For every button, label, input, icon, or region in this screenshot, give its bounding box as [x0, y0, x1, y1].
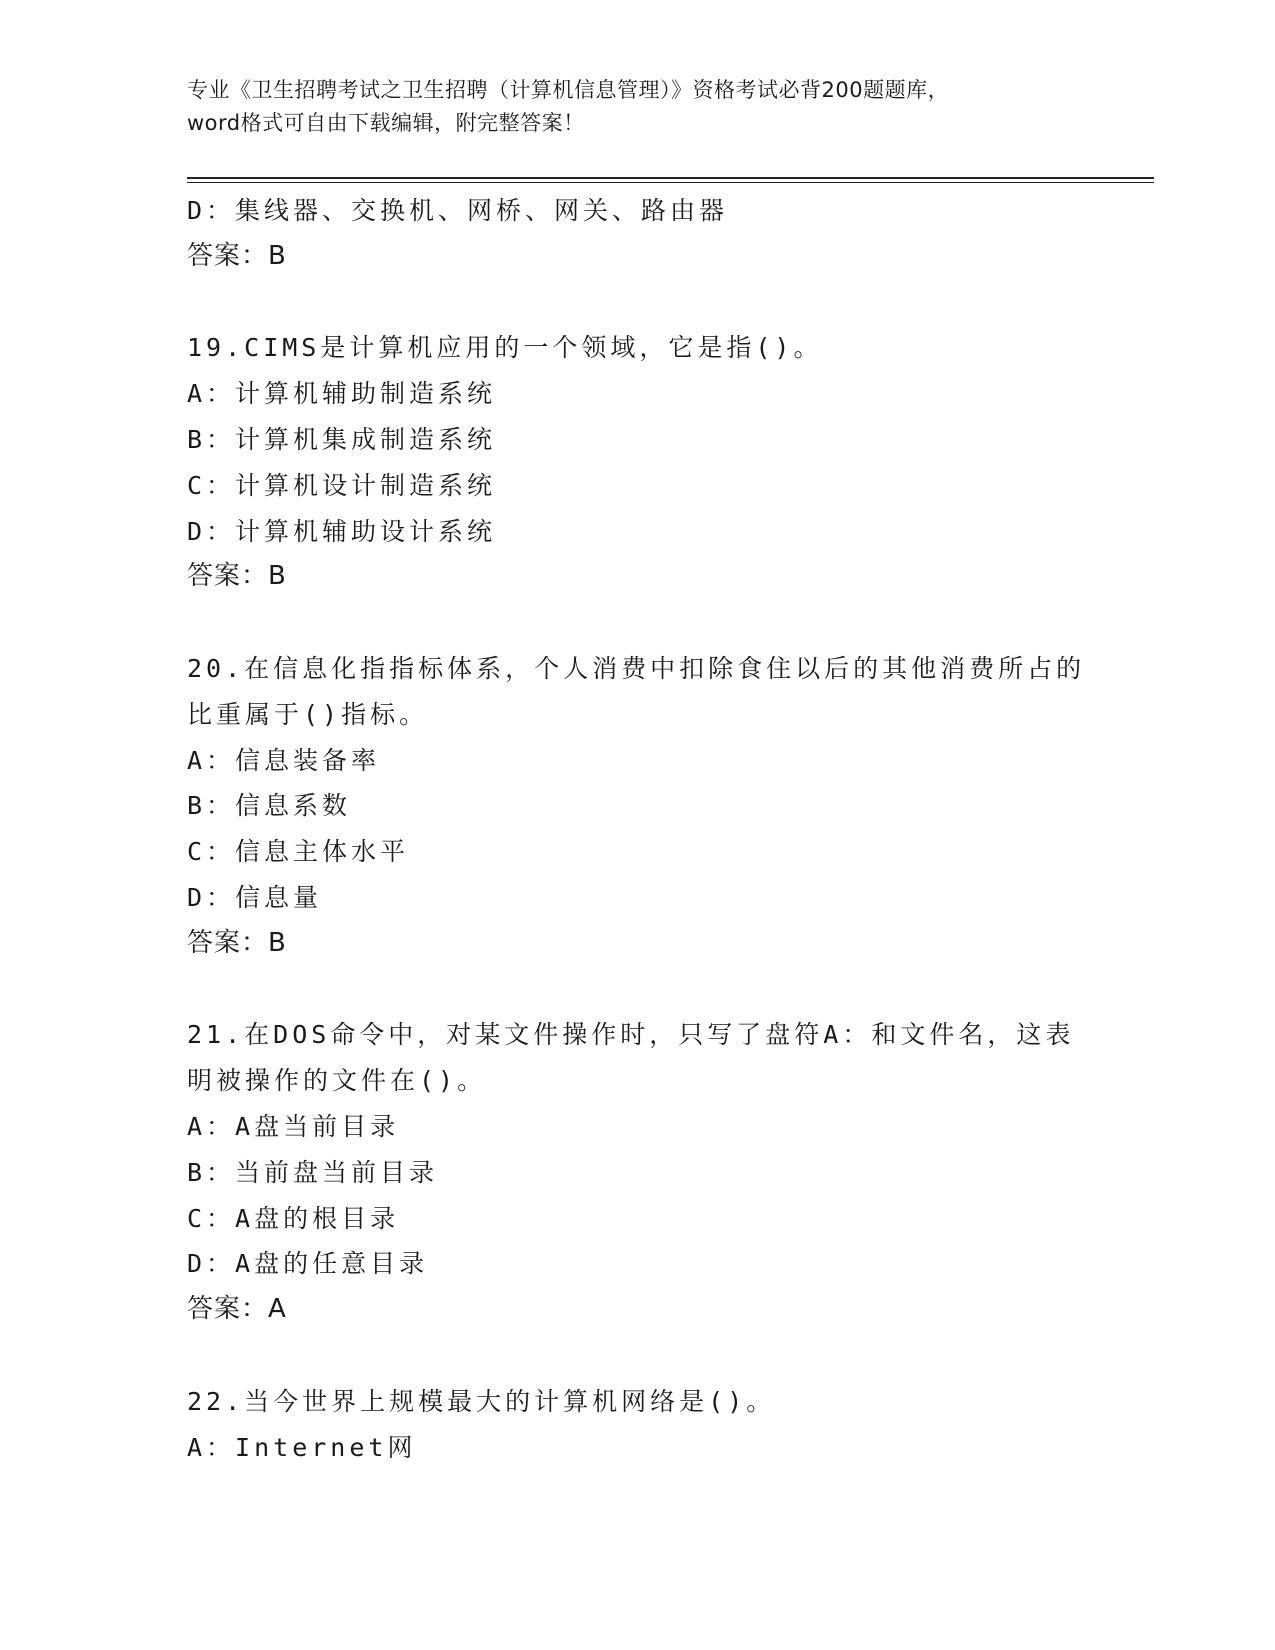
header-divider-thick — [187, 177, 1154, 179]
question-text: 21.在DOS命令中，对某文件操作时，只写了盘符A：和文件名，这表 — [187, 1020, 1075, 1050]
block-gap — [187, 600, 1087, 646]
question-text: 22.当今世界上规模最大的计算机网络是()。 — [187, 1386, 776, 1416]
option-a: A：A盘当前目录 — [187, 1111, 400, 1141]
option-d: D：集线器、交换机、网桥、网关、路由器 — [187, 196, 729, 225]
option-b: B：计算机集成制造系统 — [187, 424, 497, 454]
question-block-22 — [187, 1379, 1087, 1471]
option-d: D：信息量 — [187, 882, 323, 912]
option-d: D：计算机辅助设计系统 — [187, 516, 497, 546]
header-line-2: word格式可自由下载编辑，附完整答案！ — [187, 111, 585, 135]
answer-line: 答案：B — [187, 240, 287, 271]
header-divider-thin — [187, 182, 1154, 183]
answer-line: 答案：A — [187, 1294, 287, 1325]
answer-line: 答案：B — [187, 561, 287, 592]
option-b: B：信息系数 — [187, 791, 352, 821]
question-block-21 — [187, 1012, 1087, 1333]
option-a: A：计算机辅助制造系统 — [187, 379, 497, 409]
question-block-20 — [187, 646, 1087, 967]
question-text: 19.CIMS是计算机应用的一个领域，它是指()。 — [187, 333, 823, 363]
question-block-18 — [187, 188, 1087, 280]
option-c: C：A盘的根目录 — [187, 1203, 400, 1233]
block-gap — [187, 1333, 1087, 1379]
option-c: C：信息主体水平 — [187, 837, 410, 867]
question-list — [187, 188, 1087, 1470]
block-gap — [187, 280, 1087, 326]
question-block-19 — [187, 325, 1087, 600]
option-b: B：当前盘当前目录 — [187, 1157, 439, 1187]
block-gap — [187, 967, 1087, 1013]
option-a: A：信息装备率 — [187, 745, 381, 775]
option-d: D：A盘的任意目录 — [187, 1249, 429, 1279]
document-header — [187, 74, 1087, 140]
answer-line: 答案：B — [187, 927, 287, 958]
question-text: 20.在信息化指指标体系，个人消费中扣除食住以后的其他消费所占的 — [187, 653, 1086, 683]
option-a: A：Internet网 — [187, 1432, 417, 1462]
header-line-1: 专业《卫生招聘考试之卫生招聘（计算机信息管理）》资格考试必背200题题库， — [187, 78, 950, 102]
option-c: C：计算机设计制造系统 — [187, 470, 497, 500]
question-text-continued: 明被操作的文件在()。 — [187, 1066, 487, 1096]
question-text-continued: 比重属于()指标。 — [187, 699, 429, 729]
